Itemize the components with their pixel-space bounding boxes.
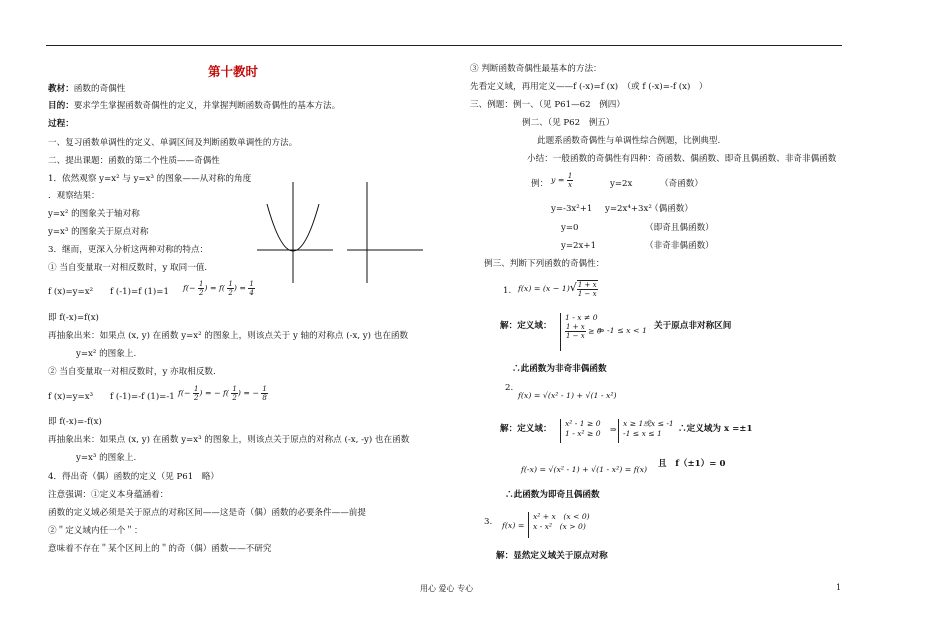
even-example-c: f(− $\frac{1}{2}$ ) = f( $\frac{1}{2}$ ) = $\frac{1}{4}$ (183, 280, 254, 297)
method-head: ③ 判断函数奇偶性最基本的方法： (470, 64, 602, 74)
step-2: 二、提出课题：函数的第二个性质——奇偶性 (48, 156, 220, 166)
p3-function: f(x) = (502, 521, 525, 530)
p1-system: 1 - x ≠ 0 $\frac{1 + x}{1 - x}$ ≥ 0 (560, 313, 602, 351)
p2-num: 2. (505, 383, 514, 393)
odd-example-a: f (x)=y=x³ (48, 392, 94, 402)
observe-result: ．观察结果： (48, 191, 100, 201)
abstract-odd: 再抽象出来：如果点 (x, y) 在函数 y=x³ 的图象上，则该点关于原点的对称点 (-x, -y) 也在函数 (48, 435, 410, 445)
even-example-a: f (x)=y=x² (48, 287, 94, 297)
method-detail: 先看定义域，再用定义——f (-x)=f (x) （或 f (-x)=-f (x) ） (470, 82, 708, 92)
note-head: 注意强调：①定义本身蕴涵着： (48, 490, 169, 500)
p2-and: 且 f（±1）= 0 (658, 459, 726, 469)
p1-conclusion: ∴此函数为非奇非偶函数 (512, 364, 607, 374)
cubic-graph (345, 180, 425, 285)
eg-label: 例： (531, 179, 549, 189)
p1-solution-label: 解：定义域： (500, 321, 552, 331)
p2-results: x ≥ 1或x ≤ -1 -1 ≤ x ≤ 1 (618, 419, 674, 443)
abstract-even-tail: y=x² 的图象上. (76, 349, 137, 359)
abstract-even: 再抽象出来：如果点 (x, y) 在函数 y=x² 的图象上，则该点关于 y 轴的对称点 (-x, y) 也在函数 (48, 331, 409, 341)
observe-odd: y=x³ 的图象关于原点对称 (48, 227, 149, 237)
observe-3: 3．继而，更深入分析这两种对称的特点： (48, 245, 209, 255)
material-line: 教材：函数的奇偶性 (48, 84, 126, 94)
p1-result: ⇒ -1 ≤ x < 1 (598, 326, 647, 335)
footer-motto: 用心 爱心 专心 (420, 584, 474, 593)
eg2-b: y=2x⁴+3x² (605, 204, 652, 214)
p2-conclusion: ∴此函数为即奇且偶函数 (505, 490, 600, 500)
eg1-c: （奇函数） (660, 179, 703, 189)
eg3-a: y=0 (561, 223, 579, 233)
p3-cases: x² + x (x < 0) x - x² (x > 0) (528, 512, 590, 538)
eg1-a: y = $\frac{1}{x}$ (551, 172, 573, 189)
even-example-b: f (-1)=f (1)=1 (110, 287, 169, 297)
observe-1: 1．依然观察 y=x² 与 y=x³ 的图象——从对称的角度 (48, 174, 252, 184)
note-2: ②＂定义域内任一个＂： (48, 526, 143, 536)
eg1-b: y=2x (610, 179, 633, 189)
goal-line: 目的：要求学生掌握函数奇偶性的定义，并掌握判断函数奇偶性的基本方法。 (48, 101, 341, 111)
process-label: 过程： (48, 119, 74, 129)
p1-num: 1. (503, 286, 512, 296)
eg2-a: y=-3x²+1 (551, 204, 593, 214)
examples-head: 三、例题：例一、（见 P61—62 例四） (470, 100, 625, 110)
example-2-note: 此题系函数奇偶性与单调性综合例题，比例典型. (537, 136, 721, 146)
example-2: 例二、（见 P62 例五） (522, 118, 615, 128)
example-3-head: 例三、判断下列函数的奇偶性： (484, 259, 605, 269)
eg4-a: y=2x+1 (561, 241, 597, 251)
note-3: 意味着不存在＂某个区间上的＂的奇（偶）函数——不研究 (48, 544, 272, 554)
eg3-c: （即奇且偶函数） (645, 223, 714, 233)
p2-equation: f(-x) = √(x² - 1) + √(1 - x²) = f(x) (521, 465, 648, 474)
eg2-c: （偶函数） (650, 204, 693, 214)
p3-solution: 解：显然定义域关于原点对称 (496, 551, 608, 561)
page-number: 1 (836, 583, 842, 592)
summary: 小结：一般函数的奇偶性有四种：奇函数、偶函数、即奇且偶函数、非奇非偶函数 (527, 154, 837, 164)
p2-domain: ∴定义域为 x =±1 (678, 424, 753, 434)
abstract-odd-tail: y=x³ 的图象上. (76, 453, 137, 463)
odd-example-b: f (-1)=-f (1)=-1 (110, 392, 175, 402)
page-title: 第十教时 (208, 64, 259, 79)
eg4-c: （非奇非偶函数） (645, 241, 714, 251)
case-2: ② 当自变量取一对相反数时，y 亦取相反数. (48, 367, 216, 377)
parabola-graph (255, 180, 335, 285)
p2-arrow: ⇒ (610, 425, 617, 434)
p2-system: x² - 1 ≥ 0 1 - x² ≥ 0 (560, 419, 601, 443)
conclusion-even: 即 f(-x)=f(x) (48, 313, 99, 323)
p1-function: f(x) = (x − 1)√ $\frac{1 + x}{1 - x}$ (518, 281, 597, 298)
p2-solution-label: 解：定义域： (500, 424, 552, 434)
observe-even: y=x² 的图象关于轴对称 (48, 209, 140, 219)
conclusion-odd: 即 f(-x)=-f(x) (48, 417, 102, 427)
p2-function: f(x) = √(x² - 1) + √(1 - x²) (518, 391, 617, 400)
case-1: ① 当自变量取一对相反数时，y 取同一值. (48, 263, 208, 273)
p3-num: 3. (484, 517, 493, 527)
header-rule (46, 45, 842, 46)
odd-example-c: f(− $\frac{1}{2}$ ) = − f( $\frac{1}{2}$ ) = − $\frac{1}{8}$ (178, 385, 267, 402)
note-1: 函数的定义域必须是关于原点的对称区间——这是奇（偶）函数的必要条件——前提 (48, 508, 366, 518)
step-4: 4．得出奇（偶）函数的定义（见 P61 略） (48, 472, 220, 482)
step-1: 一、复习函数单调性的定义、单调区间及判断函数单调性的方法。 (48, 138, 298, 148)
p1-note: 关于原点非对称区间 (654, 321, 732, 331)
